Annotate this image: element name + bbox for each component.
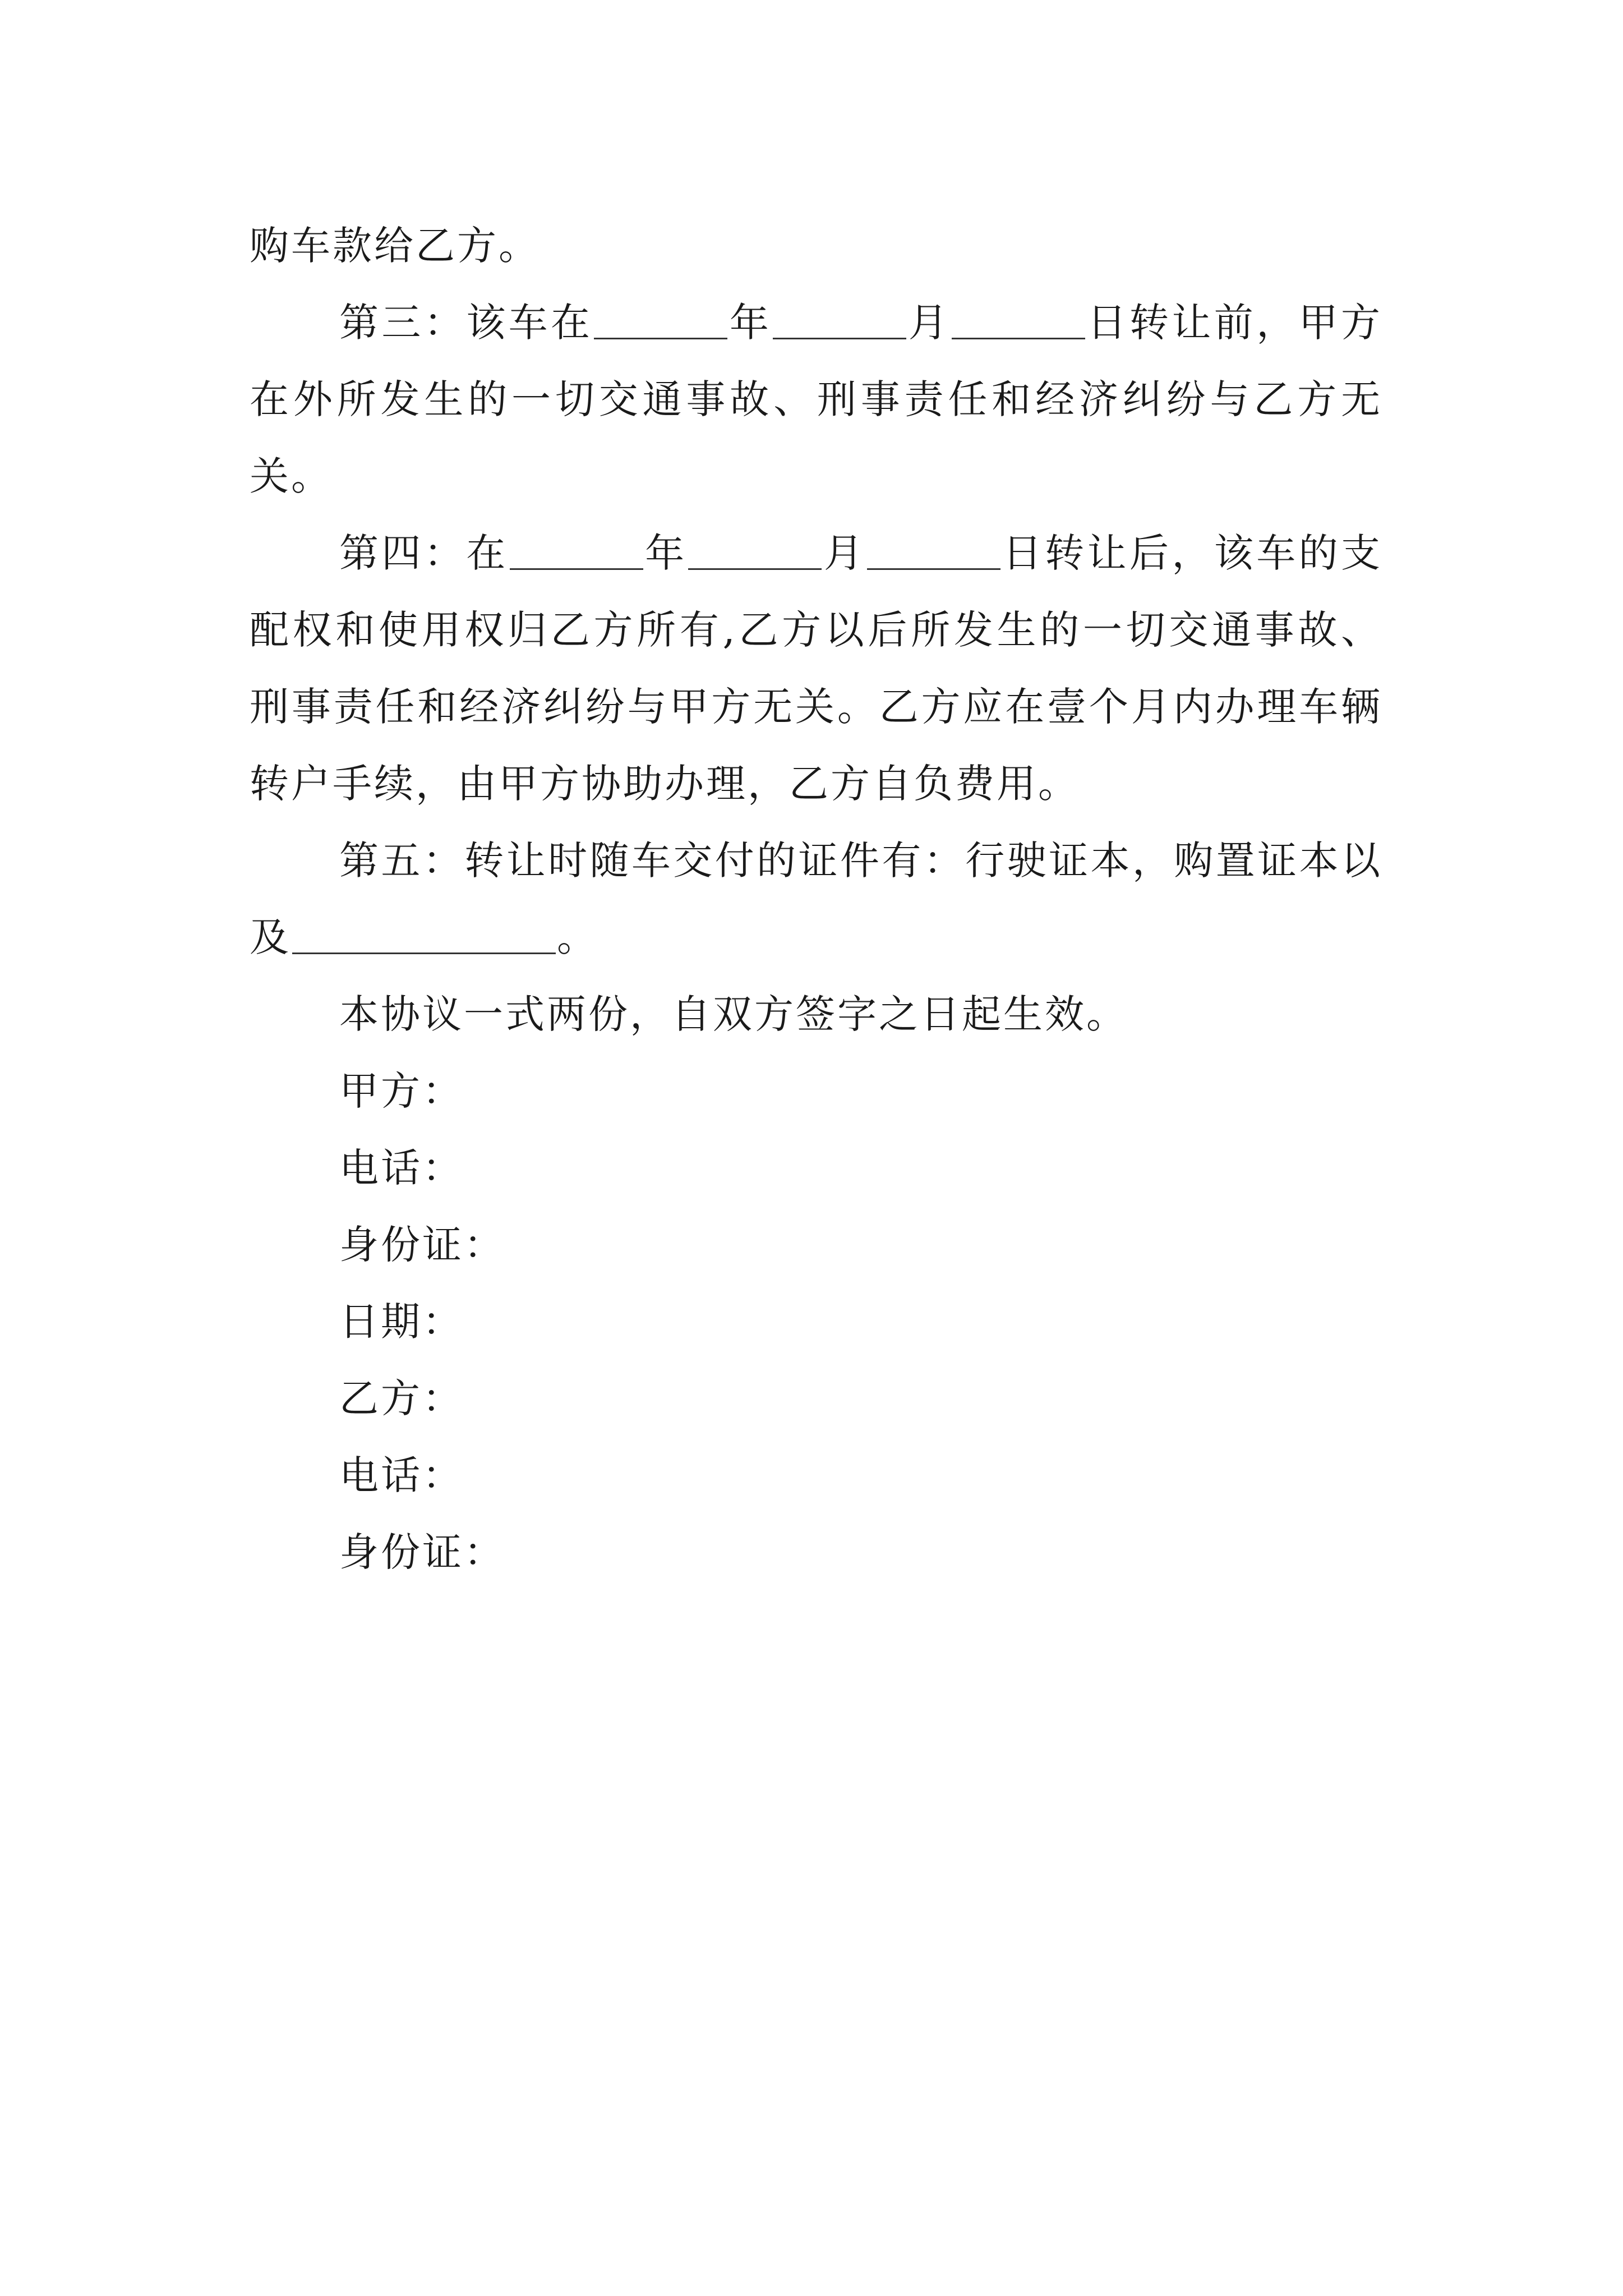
year-blank[interactable] — [510, 528, 643, 570]
paragraph-continuation: 购车款给乙方。 — [250, 223, 540, 269]
day-blank[interactable] — [952, 297, 1085, 339]
document-body — [250, 208, 1382, 1591]
party-b-id-label: 身份证： — [339, 1529, 505, 1575]
clause-three-prefix: 第三：该车在 — [339, 300, 593, 346]
year-label: 年 — [644, 530, 688, 576]
party-a-phone-label: 电话： — [339, 1145, 464, 1191]
clause-five-text: 第五：转让时随车交付的证件有：行驶证本，购置证本以及 — [250, 838, 1382, 960]
month-label: 月 — [907, 300, 951, 346]
effective-clause: 本协议一式两份，自双方签字之日起生效。 — [339, 991, 1128, 1037]
clause-four-rest: 日转让后，该车的支配权和使用权归乙方所有,乙方以后所发生的一切交通事故、刑事责任和经济纠纷与甲方无关。乙方应在壹个月内办理车辆转户手续，由甲方协助办理，乙方自负费用。 — [250, 530, 1383, 807]
clause-four-prefix: 第四：在 — [339, 530, 509, 576]
clause-five-end: 。 — [557, 914, 598, 960]
clause-five — [250, 822, 1382, 976]
party-b-phone-label: 电话： — [339, 1452, 464, 1498]
date-label: 日期： — [339, 1299, 464, 1345]
party-b-label: 乙方： — [339, 1375, 464, 1421]
clause-four — [250, 515, 1382, 822]
documents-blank[interactable] — [292, 912, 556, 954]
month-blank[interactable] — [773, 297, 906, 339]
year-blank[interactable] — [594, 297, 727, 339]
year-label: 年 — [728, 300, 772, 346]
day-blank[interactable] — [867, 528, 1000, 570]
clause-three-rest: 日转让前，甲方在外所发生的一切交通事故、刑事责任和经济纠纷与乙方无关。 — [250, 300, 1383, 499]
party-a-id-label: 身份证： — [339, 1222, 505, 1268]
clause-three — [250, 284, 1382, 515]
month-blank[interactable] — [688, 528, 822, 570]
party-a-label: 甲方： — [339, 1068, 464, 1114]
month-label: 月 — [823, 530, 866, 576]
